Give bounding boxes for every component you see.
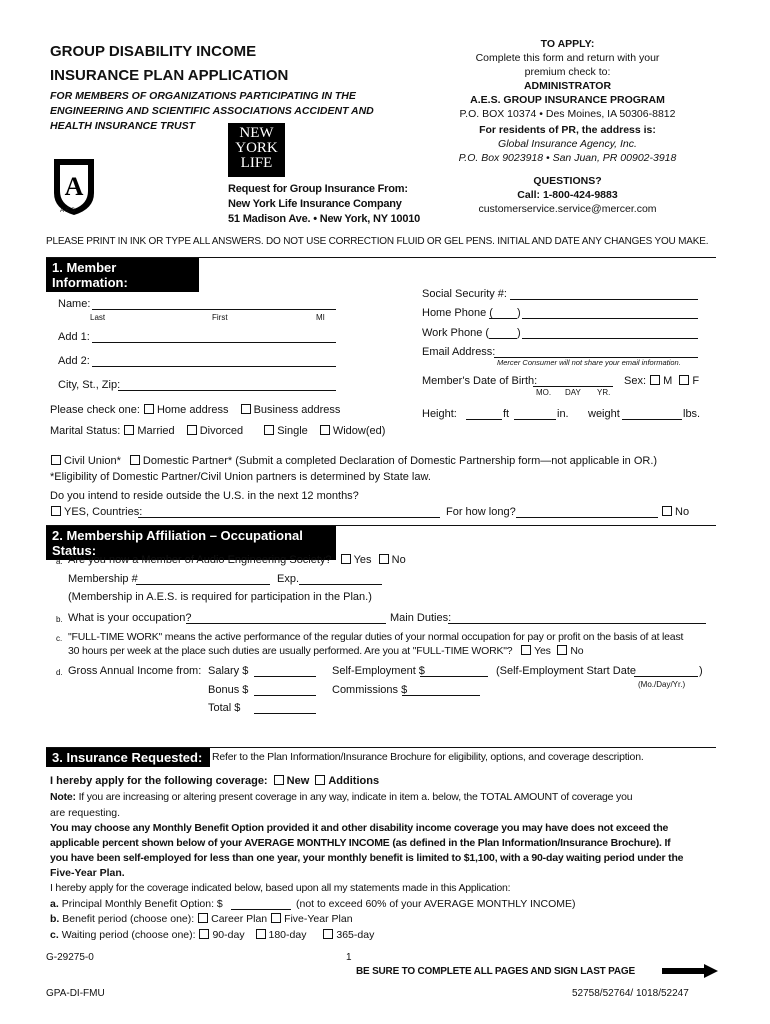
waiting-period-row: c. Waiting period (choose one): 90-day 180-day 365-day [50, 929, 375, 941]
weight-field[interactable] [622, 419, 682, 420]
page-number: 1 [346, 952, 352, 963]
reside-question: Do you intend to reside outside the U.S. in the next 12 months? [50, 490, 359, 502]
membership-note: (Membership in A.E.S. is required for participation in the Plan.) [68, 591, 372, 603]
full-time-definition: "FULL-TIME WORK" means the active performance of the regular duties of your normal occupation for pay or profit on the basis of at least [68, 631, 684, 643]
single-checkbox[interactable] [264, 425, 274, 435]
salary-label: Salary $ [208, 665, 249, 677]
commissions-field[interactable] [402, 695, 480, 696]
benefit-period-row: b. Benefit period (choose one): Career Plan Five-Year Plan [50, 913, 353, 925]
countries-field[interactable] [138, 517, 440, 518]
benefit-rule-line4: Five-Year Plan. [50, 867, 125, 879]
dob-yr-label: YR. [597, 388, 611, 397]
career-plan-checkbox[interactable] [198, 913, 208, 923]
form-subtitle-line3: HEALTH INSURANCE TRUST [50, 120, 196, 132]
eligibility-note: *Eligibility of Domestic Partner/Civil Union partners is determined by State law. [50, 471, 431, 483]
height-ft-field[interactable] [466, 419, 502, 420]
full-time-no-checkbox[interactable] [557, 645, 567, 655]
aes-member-question: Are you now a Member of Audio Engineering Society? Yes No [68, 554, 406, 566]
bonus-field[interactable] [254, 695, 316, 696]
dob-field[interactable] [533, 386, 613, 387]
svg-text:A: A [64, 172, 84, 201]
main-duties-field[interactable] [448, 623, 706, 624]
reside-yes-checkbox[interactable] [51, 506, 61, 516]
total-label: Total $ [208, 702, 241, 714]
gpa-code: GPA-DI-FMU [46, 988, 105, 999]
work-phone-paren: ) [517, 327, 521, 339]
add2-field[interactable] [92, 366, 336, 367]
commissions-label: Commissions $ [332, 684, 408, 696]
email-label: Email Address: [422, 346, 496, 358]
in-label: in. [557, 408, 569, 420]
add1-label: Add 1: [58, 331, 90, 343]
waiting-90-checkbox[interactable] [199, 929, 209, 939]
ssn-label: Social Security #: [422, 288, 507, 300]
home-phone-paren: ) [517, 307, 521, 319]
new-coverage-checkbox[interactable] [274, 775, 284, 785]
item-a-marker: a. [56, 557, 63, 566]
section3-refer: Refer to the Plan Information/Insurance Brochure for eligibility, options, and coverage description. [212, 751, 644, 763]
form-title-line2: INSURANCE PLAN APPLICATION [50, 67, 289, 84]
benefit-rule-line1: You may choose any Monthly Benefit Option provided it and other disability income coverage you may have does not exceed the [50, 822, 669, 834]
business-address-checkbox[interactable] [241, 404, 251, 414]
dob-day-label: DAY [565, 388, 581, 397]
sex-field: Sex: M F [624, 375, 700, 387]
civil-union-checkbox[interactable] [51, 455, 61, 465]
aes-logo-text: A E S [60, 208, 76, 214]
new-york-life-logo: NEW YORK LIFE [228, 123, 285, 177]
section2-header: 2. Membership Affiliation – Occupational Status: [46, 526, 336, 560]
dob-label: Member's Date of Birth: [422, 375, 538, 387]
married-checkbox[interactable] [124, 425, 134, 435]
dob-mo-label: MO. [536, 388, 552, 397]
ssn-field[interactable] [510, 299, 698, 300]
form-subtitle-line2: ENGINEERING AND SCIENTIFIC ASSOCIATIONS ACCIDENT AND [50, 105, 374, 117]
how-long-label: For how long? [446, 506, 516, 518]
item-c-marker: c. [56, 634, 63, 643]
request-line2: New York Life Insurance Company [228, 198, 402, 210]
home-address-checkbox[interactable] [144, 404, 154, 414]
exp-field[interactable] [299, 584, 382, 585]
city-field[interactable] [118, 390, 336, 391]
self-employment-field[interactable] [420, 676, 488, 677]
full-time-yes-checkbox[interactable] [521, 645, 531, 655]
mi-label: MI [316, 313, 325, 322]
reside-no-checkbox[interactable] [662, 506, 672, 516]
home-phone-area[interactable] [489, 318, 517, 319]
five-year-plan-checkbox[interactable] [271, 913, 281, 923]
member-no-checkbox[interactable] [379, 554, 389, 564]
section1-header: 1. Member Information: [46, 258, 199, 292]
benefit-option-limit: (not to exceed 60% of your AVERAGE MONTHLY INCOME) [296, 898, 576, 910]
salary-field[interactable] [254, 676, 316, 677]
form-codes: 52758/52764/ 1018/52247 [572, 988, 689, 999]
height-label: Height: [422, 408, 457, 420]
last-label: Last [90, 313, 106, 322]
membership-num-field[interactable] [136, 584, 270, 585]
height-in-field[interactable] [514, 419, 556, 420]
self-emp-start-close-paren: ) [699, 665, 703, 677]
mo-day-yr-label: (Mo./Day/Yr.) [638, 680, 686, 689]
name-field[interactable] [92, 309, 336, 310]
note-line2: are requesting. [50, 807, 121, 819]
gross-income-label: Gross Annual Income from: [68, 665, 202, 677]
main-duties-label: Main Duties: [390, 612, 452, 624]
name-label: Name: [58, 298, 91, 310]
request-line3: 51 Madison Ave. • New York, NY 10010 [228, 213, 421, 225]
lbs-label: lbs. [683, 408, 701, 420]
full-time-question: 30 hours per week at the place such duties are usually performed. Are you at "FULL-TIME WORK"? Yes No [68, 645, 584, 657]
mercer-email-note: Mercer Consumer will not share your email information. [497, 358, 681, 367]
partner-row: Civil Union* Domestic Partner* (Submit a completed Declaration of Domestic Partnership form—not applicable in OR.) [50, 455, 657, 467]
member-yes-checkbox[interactable] [341, 554, 351, 564]
total-field[interactable] [254, 713, 316, 714]
work-phone-label: Work Phone ( [422, 327, 490, 339]
weight-label: weight [588, 408, 620, 420]
add1-field[interactable] [92, 342, 336, 343]
right-arrow-icon [662, 964, 718, 981]
reside-no-row: No [661, 506, 689, 518]
section3-header: 3. Insurance Requested: [46, 748, 210, 767]
sex-f-checkbox[interactable] [679, 375, 689, 385]
item-b-marker: b. [56, 615, 63, 624]
reside-yes-row: YES, Countries: [50, 506, 142, 518]
home-phone-field[interactable] [522, 318, 698, 319]
waiting-180-checkbox[interactable] [256, 929, 266, 939]
work-phone-field[interactable] [522, 338, 698, 339]
additions-checkbox[interactable] [315, 775, 325, 785]
benefit-option-field[interactable] [231, 909, 291, 910]
benefit-option-row: a. Principal Monthly Benefit Option: $ [50, 898, 223, 910]
self-emp-start-label: (Self-Employment Start Date [496, 665, 636, 677]
note-line1: Note: If you are increasing or altering present coverage in any way, indicate in item a. below, the TOTAL AMOUNT of coverage you [50, 791, 633, 803]
address-type-row: Please check one: Home address Business address [50, 404, 341, 416]
item-d-marker: d. [56, 668, 63, 677]
form-number: G-29275-0 [46, 952, 94, 963]
bonus-label: Bonus $ [208, 684, 249, 696]
self-employment-label: Self-Employment $ [332, 665, 425, 677]
domestic-partner-checkbox[interactable] [130, 455, 140, 465]
self-emp-start-field[interactable] [634, 676, 698, 677]
hereby-apply-text: I hereby apply for the coverage indicated below, based upon all my statements made in this Application: [50, 882, 511, 894]
occupation-label: What is your occupation? [68, 612, 192, 624]
sex-m-checkbox[interactable] [650, 375, 660, 385]
form-subtitle-line1: FOR MEMBERS OF ORGANIZATIONS PARTICIPATING IN THE [50, 90, 356, 102]
home-phone-label: Home Phone ( [422, 307, 493, 319]
form-title-line1: GROUP DISABILITY INCOME [50, 43, 257, 60]
widow-checkbox[interactable] [320, 425, 330, 435]
membership-num-label: Membership # [68, 573, 138, 585]
to-apply-block: TO APPLY: Complete this form and return with your premium check to: ADMINISTRATOR A.E.S. GROUP INSURANCE PROGRAM P.O. BOX 10374 • Des Moines, IA 50306-8812 For residents of PR, the address is: Global Insurance Agency, Inc. P.O. Box 9023918 • San Juan, PR 00902-3918 QUESTIONS? Call: 1-800-424-9883 customerservice.service@mercer.com [458, 38, 677, 215]
exp-label: Exp. [277, 573, 300, 585]
waiting-365-checkbox[interactable] [323, 929, 333, 939]
benefit-rule-line3: you have been self-employed for less than one year, your monthly benefit is limited to $1,100, with a 90-day waiting period under the [50, 852, 684, 864]
request-line1: Request for Group Insurance From: [228, 183, 408, 195]
coverage-type-row: I hereby apply for the following coverage: New Additions [50, 775, 380, 787]
how-long-field[interactable] [516, 517, 658, 518]
divorced-checkbox[interactable] [187, 425, 197, 435]
complete-all-pages: BE SURE TO COMPLETE ALL PAGES AND SIGN LAST PAGE [356, 966, 635, 977]
ft-label: ft [503, 408, 510, 420]
first-label: First [212, 313, 228, 322]
benefit-rule-line2: applicable percent shown below of your AVERAGE MONTHLY INCOME (as defined in the Plan Information/Insurance Brochure). If [50, 837, 671, 849]
work-phone-area[interactable] [489, 338, 517, 339]
add2-label: Add 2: [58, 355, 90, 367]
marital-status-row: Marital Status: Married Divorced Single Widow(ed) [50, 425, 386, 437]
print-instructions: PLEASE PRINT IN INK OR TYPE ALL ANSWERS. DO NOT USE CORRECTION FLUID OR GEL PENS. INITIAL AND DATE ANY CHANGES YOU MAKE. [46, 236, 709, 247]
occupation-field[interactable] [186, 623, 386, 624]
city-label: City, St., Zip: [58, 379, 121, 391]
